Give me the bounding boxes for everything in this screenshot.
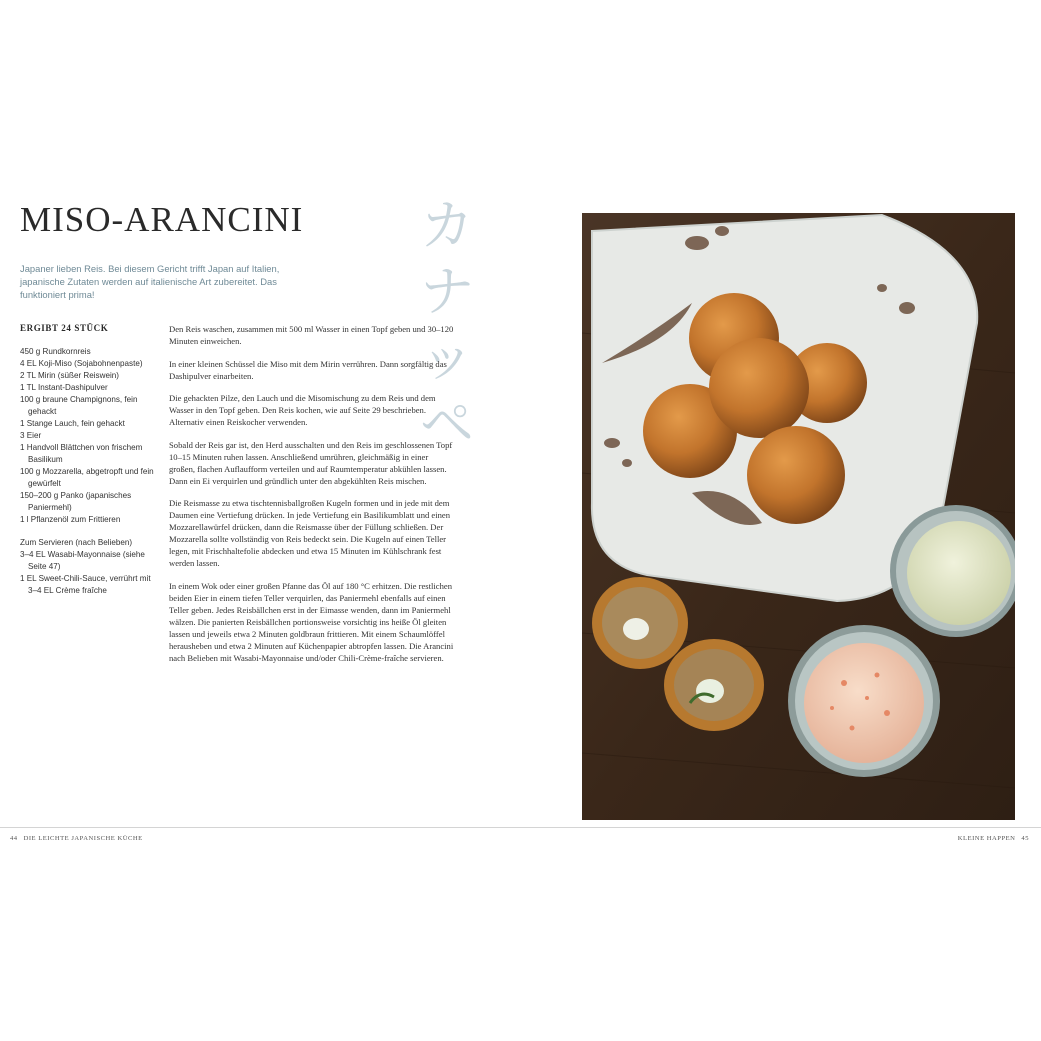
ingredient-item: 100 g Mozzarella, abgetropft und fein gewürfelt: [20, 467, 154, 488]
page-number-right: 45: [1021, 835, 1029, 842]
ingredient-list: [20, 346, 160, 597]
method-step: In einer kleinen Schüssel die Miso mit dem Mirin verrühren. Dann sorgfältig das Dashipulver einarbeiten.: [169, 358, 447, 381]
katakana-decoration: カナッペ: [420, 194, 474, 455]
method-step: Sobald der Reis gar ist, den Herd ausschalten und den Reis im geschlossenen Topf 10–15 Minuten ruhen lassen. Anschließend umrühren, gleichmäßig in einer großen, flachen Auflaufform verteilen und auf Raumtemperatur abkühlen lassen. Dann ein Ei verquirlen und gründlich unter den abgekühlten Reis mischen.: [169, 439, 453, 486]
ingredient-item: 150–200 g Panko (japanisches Paniermehl): [20, 491, 132, 512]
ingredient-item: 1 l Pflanzenöl zum Frittieren: [20, 515, 121, 524]
ingredient-item: 1 Handvoll Blättchen von frischem Basilikum: [20, 443, 143, 464]
food-photo: [582, 213, 1015, 820]
serving-item: 1 EL Sweet-Chili-Sauce, verrührt mit 3–4 EL Crème fraîche: [20, 574, 151, 595]
page-footer-rule: [0, 827, 1041, 828]
recipe-title: MISO-ARANCINI: [20, 200, 304, 239]
running-title-right: KLEINE HAPPEN: [957, 835, 1016, 842]
running-title-left: DIE LEICHTE JAPANISCHE KÜCHE: [23, 835, 143, 842]
page-number-left: 44: [10, 835, 18, 842]
chili-bowl: [788, 625, 940, 777]
method-step: Den Reis waschen, zusammen mit 500 ml Wasser in einen Topf geben und 30–120 Minuten einweichen.: [169, 324, 454, 346]
footer-left: [4, 835, 143, 842]
arancini-illustration: [582, 213, 1015, 820]
method-step: Die Reismasse zu etwa tischtennisballgroßen Kugeln formen und in jede mit dem Daumen eine Vertiefung drücken. In jede Vertiefung ein Basilikumblatt und einen Mozzarellawürfel drücken, dann die Reismasse über der Füllung schließen. Der Mozzarella sollte vollständig von Reis bedeckt sein. Die Kugeln auf einen Teller legen, mit Frischhaltefolie abdecken und etwa 15 Minuten im Kühlschrank fest werden lassen.: [169, 498, 451, 568]
method-step: Die gehackten Pilze, den Lauch und die Misomischung zu dem Reis und dem Wasser in den Topf geben. Den Reis kochen, wie auf Seite 29 beschrieben. Alternativ einen Reiskocher verwenden.: [169, 393, 436, 427]
serving-item: 3–4 EL Wasabi-Mayonnaise (siehe Seite 47): [20, 550, 145, 571]
ingredient-item: 2 TL Mirin (süßer Reiswein): [20, 371, 119, 380]
ingredient-item: 3 Eier: [20, 431, 42, 440]
ingredient-item: 4 EL Koji-Miso (Sojabohnenpaste): [20, 359, 143, 368]
method-steps: [169, 323, 454, 674]
ingredient-item: 100 g braune Champignons, fein gehackt: [20, 395, 138, 416]
method-step: In einem Wok oder einer großen Pfanne das Öl auf 180 °C erhitzen. Die restlichen beiden Eier in einem tiefen Teller verquirlen, das Paniermehl ebenfalls auf einen Teller geben. Jedes Reisbällchen erst in der Eimasse wenden, dann im Paniermehl wälzen. Die panierten Reisbällchen portionsweise vorsichtig ins heiße Öl gleiten lassen und jeweils etwa 2 Minuten goldbraun frittieren. Mit einem Schaumlöffel herausheben und etwa 2 Minuten auf Küchenpapier abtropfen lassen. Die Arancini nach Belieben mit Wasabi-Mayonnaise und/oder Chili-Crème-fraîche servieren.: [169, 580, 454, 663]
serving-heading: Zum Servieren (nach Belieben): [20, 538, 133, 547]
recipe-intro: Japaner lieben Reis. Bei diesem Gericht trifft Japan auf Italien, japanische Zutaten werden auf italienische Art zubereitet. Das funktioniert prima!: [20, 263, 280, 300]
ingredient-item: 1 TL Instant-Dashipulver: [20, 383, 108, 392]
recipe-yield: ERGIBT 24 STÜCK: [20, 323, 109, 333]
ingredient-item: 1 Stange Lauch, fein gehackt: [20, 419, 125, 428]
ingredient-item: 450 g Rundkornreis: [20, 347, 91, 356]
footer-right: [958, 835, 1035, 842]
